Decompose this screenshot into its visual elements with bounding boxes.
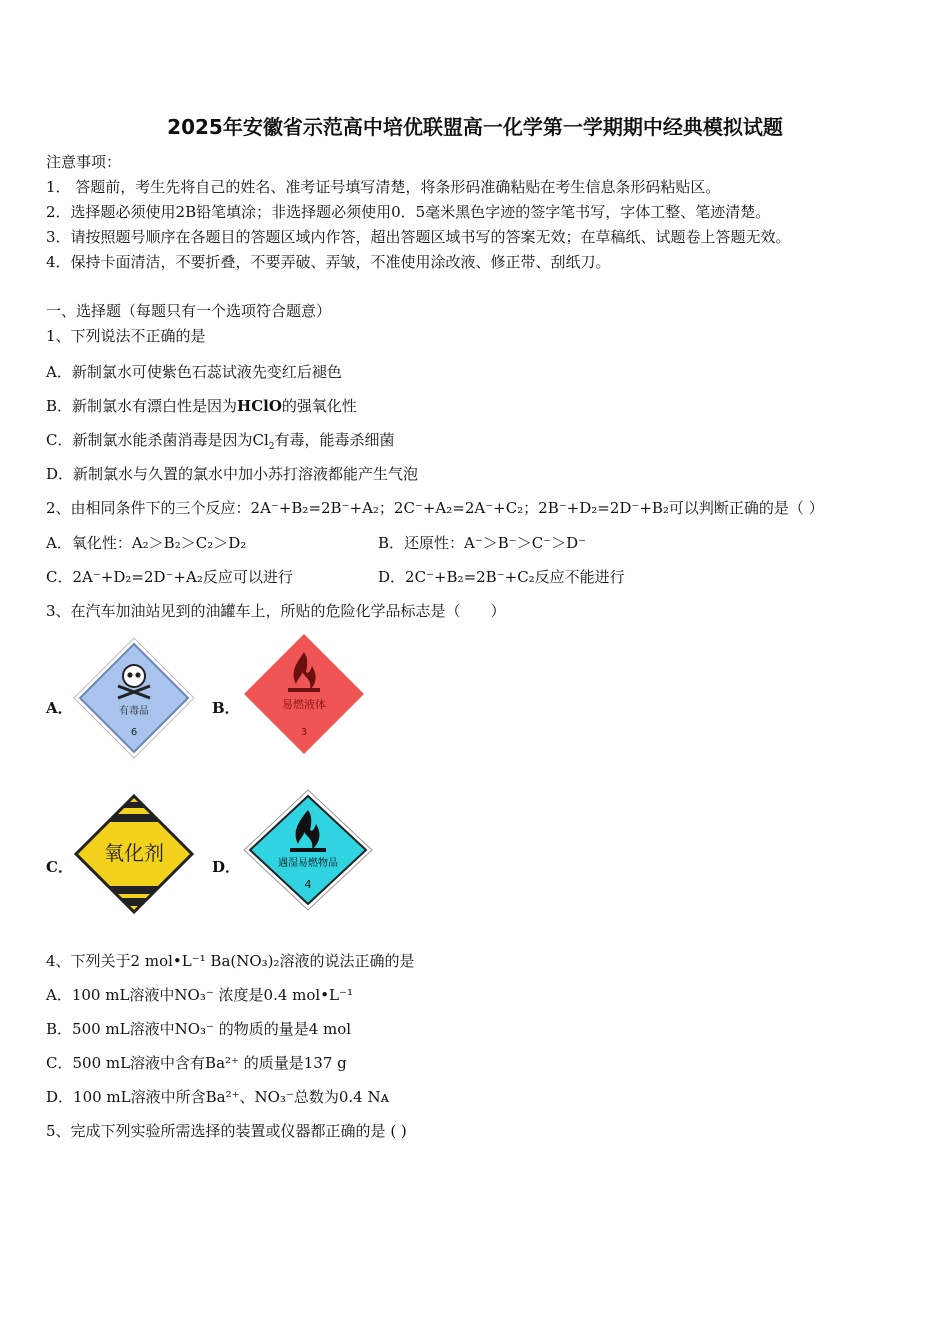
q3-label-d: D． bbox=[212, 858, 241, 876]
q1-option-b-hclo: HClO bbox=[237, 397, 282, 415]
oxidizer-sign-text: 氧化剂 bbox=[104, 841, 164, 865]
dangerous-when-wet-sign bbox=[240, 788, 376, 912]
wet-sign-num: 4 bbox=[304, 878, 312, 891]
q4-stem: 4、下列关于2 mol•L⁻¹ Ba(NO₃)₂溶液的说法正确的是 bbox=[46, 952, 415, 970]
q1-option-a: A．新制氯水可使紫色石蕊试液先变红后褪色 bbox=[46, 363, 342, 381]
notice-item-1: 1． 答题前，考生先将自己的姓名、准考证号填写清楚，将条形码准确粘贴在考生信息条形码粘贴区。 bbox=[46, 178, 721, 196]
section-heading: 一、选择题（每题只有一个选项符合题意） bbox=[46, 302, 332, 320]
q4-option-c: C．500 mL溶液中含有Ba²⁺ 的质量是137 g bbox=[46, 1054, 347, 1072]
q2-option-d: D．2C⁻+B₂=2B⁻+C₂反应不能进行 bbox=[378, 568, 625, 586]
flammable-sign-num: 3 bbox=[300, 727, 308, 738]
notice-item-4: 4．保持卡面清洁，不要折叠，不要弄破、弄皱，不准使用涂改液、修正带、刮纸刀。 bbox=[46, 253, 611, 271]
q1-option-c bbox=[46, 430, 395, 450]
q2-option-a: A．氧化性：A₂＞B₂＞C₂＞D₂ bbox=[46, 534, 247, 552]
q1-stem: 1、下列说法不正确的是 bbox=[46, 327, 206, 345]
q4-option-a: A．100 mL溶液中NO₃⁻ 浓度是0.4 mol•L⁻¹ bbox=[46, 986, 353, 1004]
toxic-sign-num: 6 bbox=[130, 727, 138, 738]
q4-option-d: D．100 mL溶液中所含Ba²⁺、NO₃⁻总数为0.4 Nᴀ bbox=[46, 1088, 390, 1106]
q1-option-c-sub: 2 bbox=[268, 442, 275, 452]
notice-item-2: 2．选择题必须使用2B铅笔填涂；非选择题必须使用0．5毫米黑色字迹的签字笔书写，字体工整、笔迹清楚。 bbox=[46, 203, 771, 221]
q2-stem: 2、由相同条件下的三个反应：2A⁻+B₂=2B⁻+A₂；2C⁻+A₂=2A⁻+C₂；2B⁻+D₂=2D⁻+B₂可以判断正确的是（ ） bbox=[46, 499, 824, 517]
toxic-sign-text: 有毒品 bbox=[119, 706, 149, 717]
q1-option-c-cl: Cl bbox=[252, 431, 269, 449]
q1-option-c-post: 有毒，能毒杀细菌 bbox=[274, 431, 395, 449]
oxidizer-sign bbox=[72, 792, 196, 916]
notice-item-3: 3．请按照题号顺序在各题目的答题区域内作答，超出答题区域书写的答案无效；在草稿纸、试题卷上答题无效。 bbox=[46, 228, 791, 246]
q1-option-b bbox=[46, 396, 357, 416]
toxic-sign bbox=[72, 636, 196, 760]
q1-option-b-post: 的强氧化性 bbox=[281, 397, 357, 415]
q3-label-a: A． bbox=[46, 699, 73, 717]
q2-option-b: B．还原性：A⁻＞B⁻＞C⁻＞D⁻ bbox=[378, 534, 587, 552]
notice-heading: 注意事项： bbox=[46, 153, 122, 171]
q1-option-b-pre: B．新制氯水有漂白性是因为 bbox=[46, 397, 238, 415]
q1-option-c-pre: C．新制氯水能杀菌消毒是因为 bbox=[46, 431, 253, 449]
flammable-liquid-sign bbox=[242, 632, 366, 756]
q4-option-b: B．500 mL溶液中NO₃⁻ 的物质的量是4 mol bbox=[46, 1020, 352, 1038]
q1-option-d: D．新制氯水与久置的氯水中加小苏打溶液都能产生气泡 bbox=[46, 465, 419, 483]
page-title: 2025年安徽省示范高中培优联盟高一化学第一学期期中经典模拟试题 bbox=[167, 115, 783, 139]
q2-option-c: C．2A⁻+D₂=2D⁻+A₂反应可以进行 bbox=[46, 568, 293, 586]
flammable-sign-text: 易燃液体 bbox=[282, 698, 326, 711]
q3-stem: 3、在汽车加油站见到的油罐车上，所贴的危险化学品标志是（ ） bbox=[46, 602, 506, 620]
q3-label-c: C． bbox=[46, 858, 73, 876]
wet-sign-text: 遇湿易燃物品 bbox=[278, 858, 338, 869]
q3-label-b: B． bbox=[212, 699, 240, 717]
q5-stem: 5、完成下列实验所需选择的装置或仪器都正确的是 ( ) bbox=[46, 1122, 407, 1140]
